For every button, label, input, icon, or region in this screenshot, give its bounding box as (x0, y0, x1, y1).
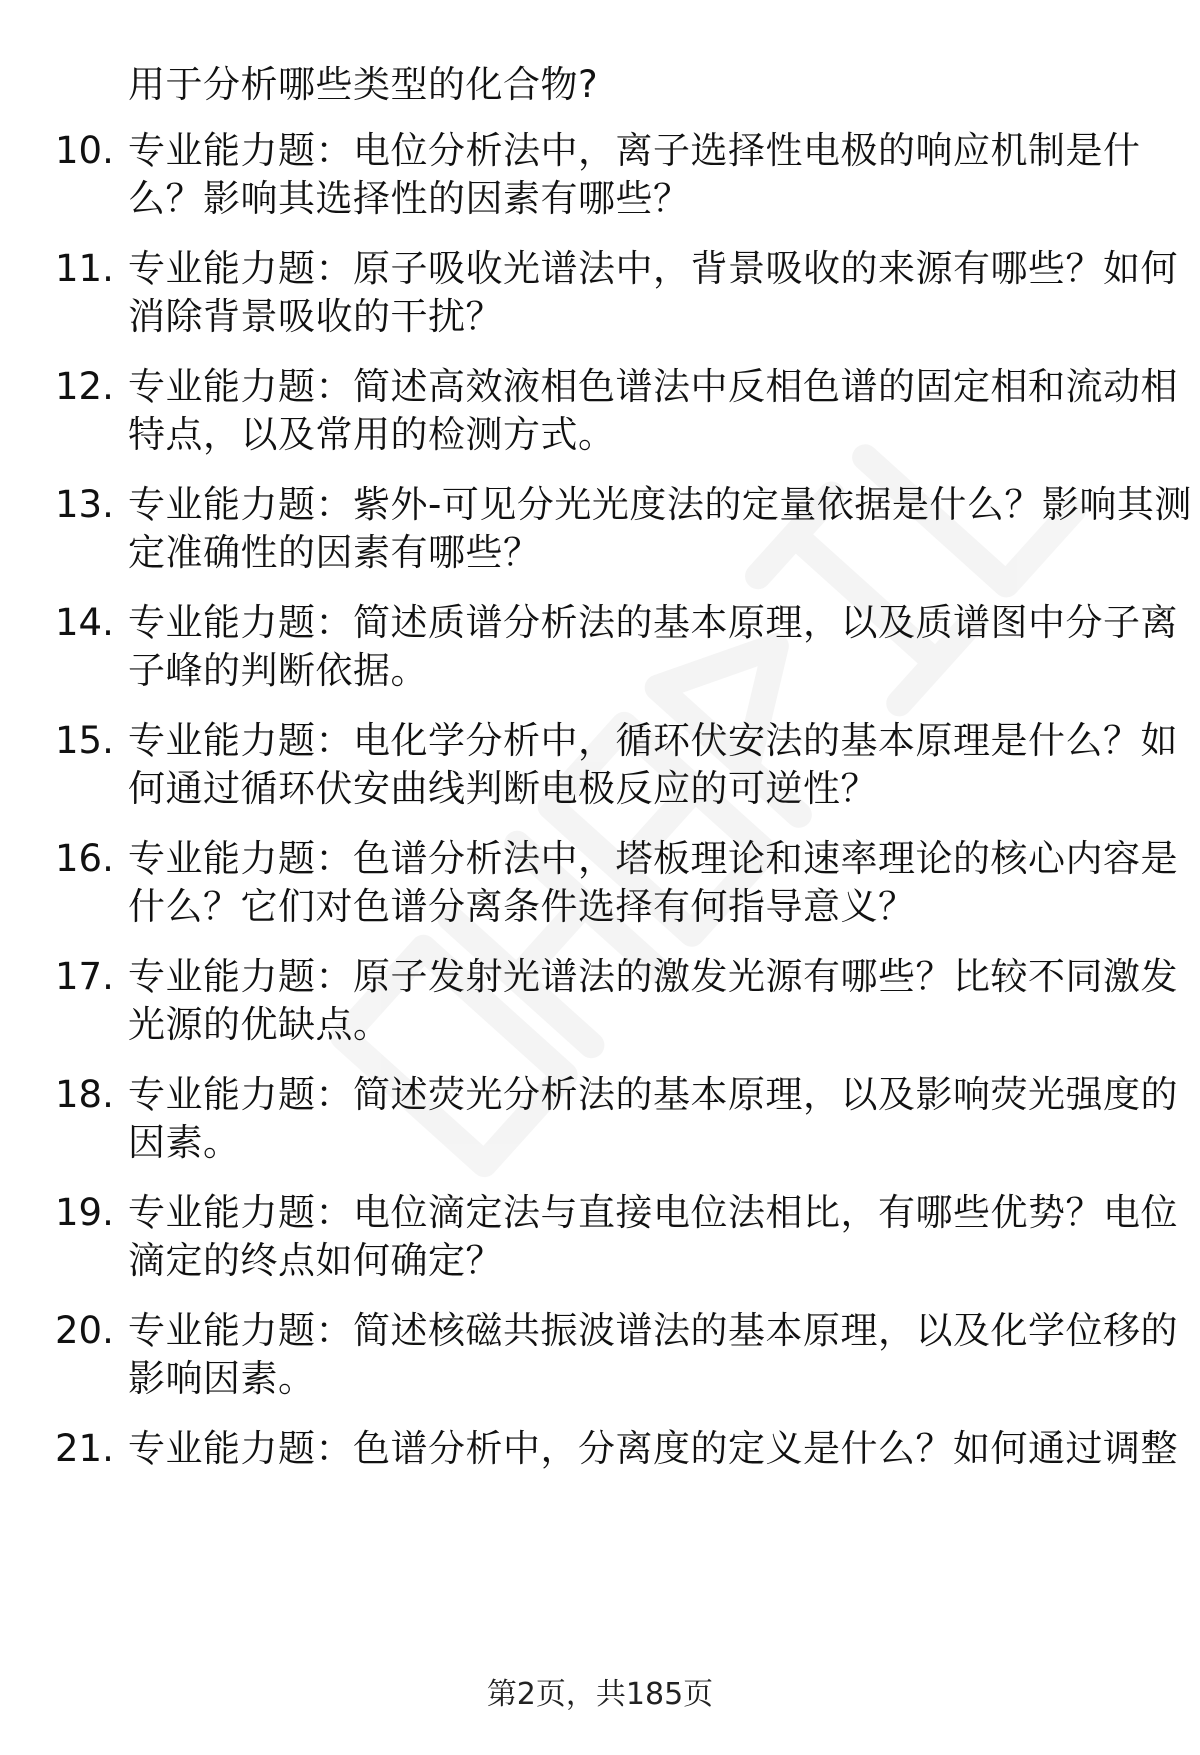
item-line: 专业能力题：原子发射光谱法的激发光源有哪些？比较不同激发 (128, 955, 1178, 998)
item-number: 15. (55, 719, 114, 762)
item-line: 特点，以及常用的检测方式。 (128, 413, 616, 456)
item-number: 20. (55, 1309, 114, 1352)
item-number: 16. (55, 837, 114, 880)
item-line: 何通过循环伏安曲线判断电极反应的可逆性？ (128, 767, 878, 810)
item-line: 专业能力题：紫外-可见分光光度法的定量依据是什么？影响其测 (128, 483, 1192, 526)
item-number: 13. (55, 483, 114, 526)
item-line: 专业能力题：原子吸收光谱法中，背景吸收的来源有哪些？如何 (128, 247, 1178, 290)
item-number: 10. (55, 129, 114, 172)
item-line: 专业能力题：电位分析法中，离子选择性电极的响应机制是什 (128, 129, 1141, 172)
item-number: 11. (55, 247, 114, 290)
item-line: 专业能力题：简述高效液相色谱法中反相色谱的固定相和流动相 (128, 365, 1178, 408)
item-line: 什么？它们对色谱分离条件选择有何指导意义？ (128, 885, 916, 928)
item-line: 影响因素。 (128, 1357, 316, 1400)
item-line: 专业能力题：简述核磁共振波谱法的基本原理，以及化学位移的 (128, 1309, 1178, 1352)
item-line: 专业能力题：色谱分析法中，塔板理论和速率理论的核心内容是 (128, 837, 1178, 880)
item-number: 12. (55, 365, 114, 408)
item-number: 17. (55, 955, 114, 998)
item-line: 专业能力题：简述质谱分析法的基本原理，以及质谱图中分子离 (128, 601, 1178, 644)
item-line: 光源的优缺点。 (128, 1003, 391, 1046)
item-line: 子峰的判断依据。 (128, 649, 428, 692)
item-line: 专业能力题：色谱分析中，分离度的定义是什么？如何通过调整 (128, 1427, 1178, 1470)
item-line: 专业能力题：电位滴定法与直接电位法相比，有哪些优势？电位 (128, 1191, 1178, 1234)
item-number: 14. (55, 601, 114, 644)
item-line: 么？影响其选择性的因素有哪些？ (128, 177, 691, 220)
continuation-text: 用于分析哪些类型的化合物? (128, 63, 599, 106)
item-line: 专业能力题：电化学分析中，循环伏安法的基本原理是什么？如 (128, 719, 1178, 762)
page-footer: 第2页，共185页 (486, 1677, 714, 1712)
item-number: 19. (55, 1191, 114, 1234)
item-line: 定准确性的因素有哪些？ (128, 531, 541, 574)
item-number: 18. (55, 1073, 114, 1116)
item-line: 因素。 (128, 1121, 241, 1164)
item-line: 消除背景吸收的干扰？ (128, 295, 503, 338)
item-line: 专业能力题：简述荧光分析法的基本原理，以及影响荧光强度的 (128, 1073, 1178, 1116)
item-number: 21. (55, 1427, 114, 1470)
item-line: 滴定的终点如何确定？ (128, 1239, 503, 1282)
